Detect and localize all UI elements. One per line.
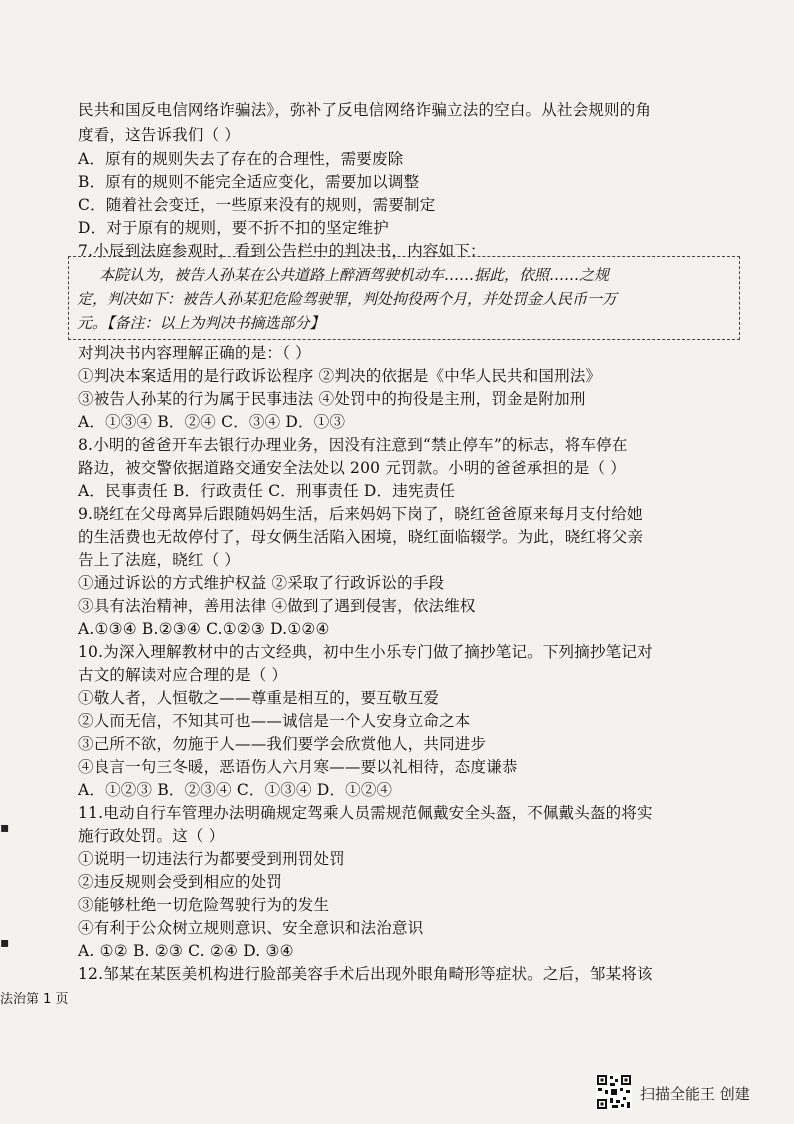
text-line: 告上了法庭，晓红（ ） bbox=[78, 551, 241, 569]
option-line: ②违反规则会受到相应的处罚 bbox=[78, 873, 283, 891]
question-11: 11.电动自行车管理办法明确规定驾乘人员需规范佩戴安全头盔，不佩戴头盔的将实 bbox=[78, 804, 653, 822]
option-line: ②人而无信，不知其可也——诚信是一个人安身立命之本 bbox=[78, 712, 471, 730]
text-line: 施行政处罚。这（ ） bbox=[78, 827, 225, 845]
judgment-excerpt-line: 本院认为，被告人孙某在公共道路上醉酒驾驶机动车……据此，依照……之规 bbox=[99, 266, 610, 284]
question-7: 7.小辰到法庭参观时，看到公告栏中的判决书，内容如下： bbox=[78, 242, 486, 260]
option-line: A．民事责任 B．行政责任 C．刑事责任 D．违宪责任 bbox=[78, 482, 456, 500]
option-line: ③被告人孙某的行为属于民事违法 ④处罚中的拘役是主刑，罚金是附加刑 bbox=[78, 390, 586, 408]
text-line: 的生活费也无故停付了，母女俩生活陷入困境，晓红面临辍学。为此，晓红将父亲 bbox=[78, 528, 644, 546]
text-line: 路边，被交警依据道路交通安全法处以 200 元罚款。小明的爸爸承担的是（ ） bbox=[78, 459, 626, 477]
question-12: 12.邹某在某医美机构进行脸部美容手术后出现外眼角畸形等症状。之后，邹某将该 bbox=[78, 965, 653, 983]
option-line: A．①②③ B．②③④ C．①③④ D．①②④ bbox=[78, 781, 393, 799]
judgment-excerpt-line: 元。【备注：以上为判决书摘选部分】 bbox=[77, 314, 325, 332]
option-line: ③己所不欲，勿施于人——我们要学会欣赏他人，共同进步 bbox=[78, 735, 487, 753]
option-line: ③具有法治精神，善用法律 ④做到了遇到侵害，依法维权 bbox=[78, 597, 476, 615]
option-line: ④有利于公众树立规则意识、安全意识和法治意识 bbox=[78, 919, 424, 937]
option-line: ①判决本案适用的是行政诉讼程序 ②判决的依据是《中华人民共和国刑法》 bbox=[78, 367, 602, 385]
option-line: B．原有的规则不能完全适应变化，需要加以调整 bbox=[78, 173, 420, 191]
option-line: A. ①② B. ②③ C. ②④ D. ③④ bbox=[78, 942, 294, 960]
option-line: D．对于原有的规则，要不折不扣的坚定维护 bbox=[78, 219, 389, 237]
scanner-watermark: 扫描全能王 创建 bbox=[640, 1085, 750, 1103]
text-line: 古文的解读对应合理的是（ ） bbox=[78, 666, 288, 684]
option-line: C．随着社会变迁，一些原来没有的规则，需要制定 bbox=[78, 196, 436, 214]
option-line: A．原有的规则失去了存在的合理性，需要废除 bbox=[78, 150, 404, 168]
question-10: 10.为深入理解教材中的古文经典，初中生小乐专门做了摘抄笔记。下列摘抄笔记对 bbox=[78, 643, 653, 661]
option-line: ③能够杜绝一切危险驾驶行为的发生 bbox=[78, 896, 330, 914]
text-line: 度看，这告诉我们（ ） bbox=[78, 126, 241, 144]
judgment-excerpt-line: 定，判决如下：被告人孙某犯危险驾驶罪，判处拘役两个月，并处罚金人民币一万 bbox=[77, 290, 618, 308]
option-line: ①说明一切违法行为都要受到刑罚处罚 bbox=[78, 850, 345, 868]
margin-mark: ▪ bbox=[0, 820, 10, 836]
option-line: ①通过诉讼的方式维护权益 ②采取了行政诉讼的手段 bbox=[78, 574, 445, 592]
question-8: 8.小明的爸爸开车去银行办理业务，因没有注意到“禁止停车”的标志，将车停在 bbox=[78, 436, 628, 454]
text-line: 民共和国反电信网络诈骗法》，弥补了反电信网络诈骗立法的空白。从社会规则的角 bbox=[78, 101, 652, 119]
option-line: A.①③④ B.②③④ C.①②③ D.①②④ bbox=[78, 620, 330, 638]
judgment-excerpt-box bbox=[68, 256, 740, 340]
option-line: A．①③④ B．②④ C．③④ D．①③ bbox=[78, 413, 346, 431]
option-line: ④良言一句三冬暖，恶语伤人六月寒——要以礼相待，态度谦恭 bbox=[78, 758, 518, 776]
text-line: 对判决书内容理解正确的是：（ ） bbox=[78, 344, 311, 362]
option-line: ①敬人者，人恒敬之——尊重是相互的，要互敬互爱 bbox=[78, 689, 440, 707]
margin-mark: ▪ bbox=[0, 935, 10, 951]
page-footer: 法治第 1 页 bbox=[0, 992, 69, 1007]
qr-code-icon bbox=[596, 1074, 632, 1110]
question-9: 9.晓红在父母离异后跟随妈妈生活，后来妈妈下岗了，晓红爸爸原来每月支付给她 bbox=[78, 505, 643, 523]
